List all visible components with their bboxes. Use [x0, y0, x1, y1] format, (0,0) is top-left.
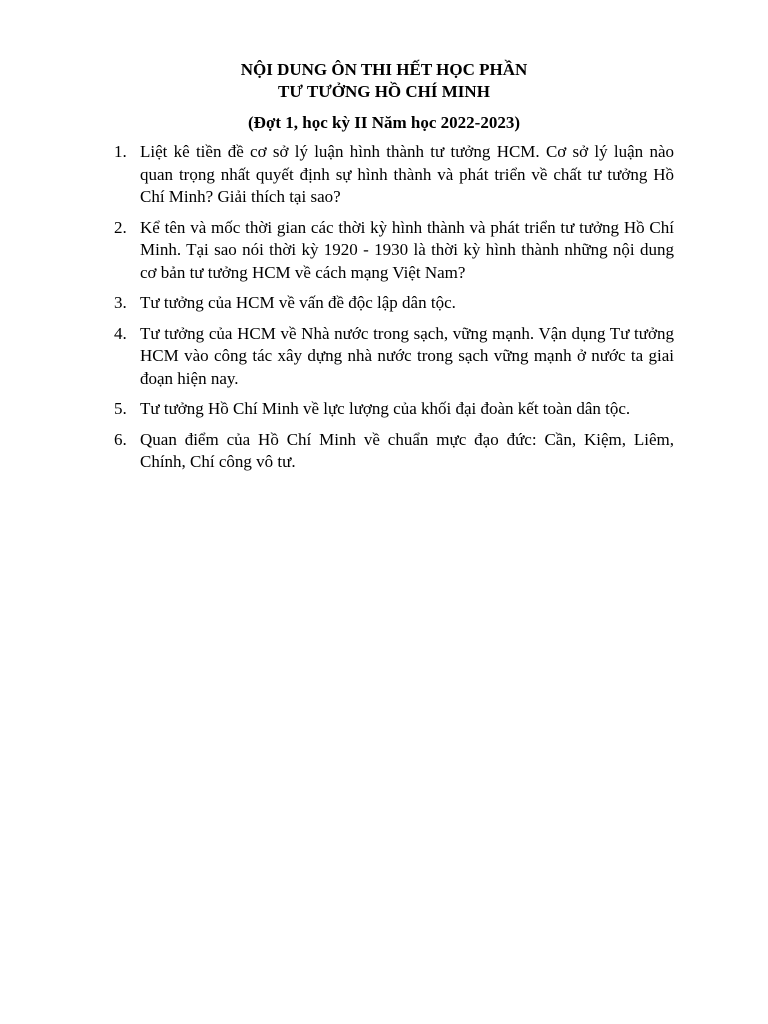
question-number: 4.: [114, 323, 127, 343]
question-number: 5.: [114, 399, 127, 418]
question-number: 6.: [114, 429, 127, 449]
question-text: Liệt kê tiền đề cơ sở lý luận hình thành tư tưởng HCM. Cơ sở lý luận nào quan trọng nhất quyết định sự hình thành và phát triển về chất tư tưởng Hồ Chí Minh? Giải thích tại sao?: [140, 142, 674, 206]
question-text: Kể tên và mốc thời gian các thời kỳ hình thành và phát triển tư tưởng Hồ Chí Minh. Tại sao nói thời kỳ 1920 - 1930 là thời kỳ hình thành những nội dung cơ bản tư tưởng HCM về cách mạng Việt Nam?: [140, 217, 674, 282]
question-number: 2.: [114, 217, 127, 237]
question-text: Tư tưởng Hồ Chí Minh về lực lượng của khối đại đoàn kết toàn dân tộc.: [140, 399, 631, 418]
question-item-3: [114, 292, 674, 315]
document-title-line2: TƯ TƯỞNG HỒ CHÍ MINH: [278, 82, 490, 101]
document-title-line1: NỘI DUNG ÔN THI HẾT HỌC PHẦN: [240, 60, 528, 79]
question-text: Quan điểm của Hồ Chí Minh về chuẩn mực đạo đức: Cần, Kiệm, Liêm, Chính, Chí công vô tư.: [140, 429, 674, 471]
question-number: 3.: [114, 293, 127, 312]
question-item-5: [114, 398, 674, 421]
question-item-1: [114, 141, 674, 209]
question-item-2: [114, 217, 674, 285]
question-number: 1.: [114, 142, 127, 161]
question-item-6: [114, 429, 674, 474]
question-item-4: [114, 323, 674, 391]
question-text: Tư tưởng của HCM về Nhà nước trong sạch, vững mạnh. Vận dụng Tư tưởng HCM vào công tác xây dựng nhà nước trong sạch vững mạnh ở nước ta giai đoạn hiện nay.: [140, 323, 674, 388]
question-text: Tư tưởng của HCM về vấn đề độc lập dân tộc.: [140, 293, 456, 312]
document-subtitle: (Đợt 1, học kỳ II Năm học 2022-2023): [248, 113, 520, 132]
question-list: [114, 141, 674, 482]
